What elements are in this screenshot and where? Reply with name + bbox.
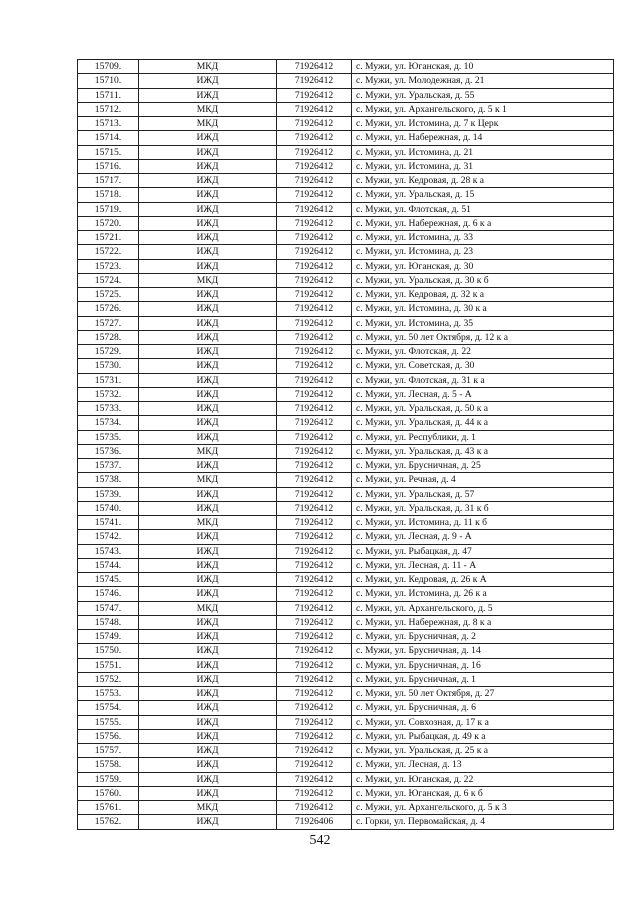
address-cell: с. Мужи, ул. Набережная, д. 8 к а [352, 615, 614, 629]
oktmo-code-cell: 71926412 [277, 516, 352, 530]
row-number-cell: 15749. [78, 630, 139, 644]
row-number-cell: 15741. [78, 516, 139, 530]
table-row [78, 74, 614, 88]
address-cell: с. Мужи, ул. Юганская, д. 22 [352, 772, 614, 786]
building-type-cell: ИЖД [139, 174, 277, 188]
oktmo-code-cell: 71926412 [277, 359, 352, 373]
table-row [78, 644, 614, 658]
building-type-cell: МКД [139, 102, 277, 116]
address-cell: с. Мужи, ул. Брусничная, д. 25 [352, 459, 614, 473]
table-row [78, 273, 614, 287]
table-row [78, 102, 614, 116]
oktmo-code-cell: 71926412 [277, 530, 352, 544]
address-cell: с. Мужи, ул. Уральская, д. 44 к а [352, 416, 614, 430]
row-number-cell: 15728. [78, 330, 139, 344]
row-number-cell: 15722. [78, 245, 139, 259]
address-cell: с. Мужи, ул. Архангельского, д. 5 к 3 [352, 801, 614, 815]
address-cell: с. Горки, ул. Первомайская, д. 4 [352, 815, 614, 829]
address-cell: с. Мужи, ул. Молодежная, д. 21 [352, 74, 614, 88]
address-cell: с. Мужи, ул. 50 лет Октября, д. 27 [352, 687, 614, 701]
page-number: 542 [309, 833, 331, 848]
building-type-cell: ИЖД [139, 302, 277, 316]
building-type-cell: ИЖД [139, 715, 277, 729]
table-row [78, 202, 614, 216]
table-row [78, 60, 614, 74]
row-number-cell: 15751. [78, 658, 139, 672]
building-type-cell: ИЖД [139, 615, 277, 629]
address-cell: с. Мужи, ул. Юганская, д. 6 к б [352, 786, 614, 800]
table-row [78, 188, 614, 202]
table-body [78, 60, 614, 830]
row-number-cell: 15736. [78, 444, 139, 458]
building-type-cell: ИЖД [139, 573, 277, 587]
building-type-cell: МКД [139, 444, 277, 458]
table-row [78, 330, 614, 344]
oktmo-code-cell: 71926412 [277, 345, 352, 359]
building-type-cell: ИЖД [139, 402, 277, 416]
address-cell: с. Мужи, ул. Истомина, д. 7 к Церк [352, 117, 614, 131]
row-number-cell: 15717. [78, 174, 139, 188]
oktmo-code-cell: 71926412 [277, 373, 352, 387]
address-cell: с. Мужи, ул. Флотская, д. 22 [352, 345, 614, 359]
building-type-cell: ИЖД [139, 373, 277, 387]
table-row [78, 672, 614, 686]
row-number-cell: 15753. [78, 687, 139, 701]
table-row [78, 573, 614, 587]
table-row [78, 88, 614, 102]
document-table [77, 59, 614, 830]
oktmo-code-cell: 71926412 [277, 644, 352, 658]
table-row [78, 373, 614, 387]
oktmo-code-cell: 71926412 [277, 473, 352, 487]
oktmo-code-cell: 71926412 [277, 316, 352, 330]
address-cell: с. Мужи, ул. Лесная, д. 11 - А [352, 558, 614, 572]
address-cell: с. Мужи, ул. Архангельского, д. 5 [352, 601, 614, 615]
address-cell: с. Мужи, ул. Архангельского, д. 5 к 1 [352, 102, 614, 116]
building-type-cell: ИЖД [139, 558, 277, 572]
oktmo-code-cell: 71926412 [277, 88, 352, 102]
address-cell: с. Мужи, ул. Уральская, д. 50 к а [352, 402, 614, 416]
table-row [78, 516, 614, 530]
table-row [78, 174, 614, 188]
table-row [78, 786, 614, 800]
row-number-cell: 15714. [78, 131, 139, 145]
building-type-cell: ИЖД [139, 430, 277, 444]
address-cell: с. Мужи, ул. Брусничная, д. 6 [352, 701, 614, 715]
building-type-cell: МКД [139, 801, 277, 815]
address-cell: с. Мужи, ул. Уральская, д. 30 к б [352, 273, 614, 287]
row-number-cell: 15724. [78, 273, 139, 287]
oktmo-code-cell: 71926412 [277, 416, 352, 430]
oktmo-code-cell: 71926412 [277, 601, 352, 615]
address-cell: с. Мужи, ул. Брусничная, д. 16 [352, 658, 614, 672]
address-cell: с. Мужи, ул. Истомина, д. 31 [352, 159, 614, 173]
oktmo-code-cell: 71926412 [277, 60, 352, 74]
oktmo-code-cell: 71926412 [277, 573, 352, 587]
building-type-cell: ИЖД [139, 630, 277, 644]
oktmo-code-cell: 71926412 [277, 387, 352, 401]
address-cell: с. Мужи, ул. Истомина, д. 30 к а [352, 302, 614, 316]
building-type-cell: ИЖД [139, 416, 277, 430]
address-cell: с. Мужи, ул. Уральская, д. 25 к а [352, 744, 614, 758]
building-type-cell: МКД [139, 273, 277, 287]
row-number-cell: 15732. [78, 387, 139, 401]
oktmo-code-cell: 71926412 [277, 729, 352, 743]
table-row [78, 630, 614, 644]
address-cell: с. Мужи, ул. Кедровая, д. 32 к а [352, 288, 614, 302]
row-number-cell: 15757. [78, 744, 139, 758]
table-row [78, 302, 614, 316]
building-type-cell: ИЖД [139, 744, 277, 758]
table-row [78, 544, 614, 558]
address-cell: с. Мужи, ул. Истомина, д. 35 [352, 316, 614, 330]
row-number-cell: 15761. [78, 801, 139, 815]
oktmo-code-cell: 71926412 [277, 615, 352, 629]
building-type-cell: ИЖД [139, 131, 277, 145]
building-type-cell: ИЖД [139, 487, 277, 501]
table-row [78, 615, 614, 629]
row-number-cell: 15734. [78, 416, 139, 430]
building-type-cell: ИЖД [139, 658, 277, 672]
address-cell: с. Мужи, ул. Кедровая, д. 28 к а [352, 174, 614, 188]
building-type-cell: ИЖД [139, 544, 277, 558]
table-row [78, 459, 614, 473]
address-cell: с. Мужи, ул. Лесная, д. 13 [352, 758, 614, 772]
table-row [78, 430, 614, 444]
address-cell: с. Мужи, ул. Речная, д. 4 [352, 473, 614, 487]
address-cell: с. Мужи, ул. Флотская, д. 31 к а [352, 373, 614, 387]
table-row [78, 231, 614, 245]
oktmo-code-cell: 71926412 [277, 459, 352, 473]
row-number-cell: 15711. [78, 88, 139, 102]
row-number-cell: 15743. [78, 544, 139, 558]
table-row [78, 402, 614, 416]
building-type-cell: ИЖД [139, 330, 277, 344]
oktmo-code-cell: 71926412 [277, 188, 352, 202]
address-cell: с. Мужи, ул. Лесная, д. 5 - А [352, 387, 614, 401]
oktmo-code-cell: 71926412 [277, 288, 352, 302]
oktmo-code-cell: 71926412 [277, 587, 352, 601]
row-number-cell: 15744. [78, 558, 139, 572]
row-number-cell: 15721. [78, 231, 139, 245]
address-cell: с. Мужи, ул. Брусничная, д. 2 [352, 630, 614, 644]
oktmo-code-cell: 71926406 [277, 815, 352, 829]
building-type-cell: МКД [139, 601, 277, 615]
oktmo-code-cell: 71926412 [277, 501, 352, 515]
building-type-cell: ИЖД [139, 345, 277, 359]
oktmo-code-cell: 71926412 [277, 558, 352, 572]
oktmo-code-cell: 71926412 [277, 74, 352, 88]
oktmo-code-cell: 71926412 [277, 159, 352, 173]
table-row [78, 444, 614, 458]
address-cell: с. Мужи, ул. Рыбацкая, д. 47 [352, 544, 614, 558]
address-cell: с. Мужи, ул. Рыбацкая, д. 49 к а [352, 729, 614, 743]
address-cell: с. Мужи, ул. Истомина, д. 26 к а [352, 587, 614, 601]
building-type-cell: ИЖД [139, 216, 277, 230]
address-cell: с. Мужи, ул. Юганская, д. 10 [352, 60, 614, 74]
table-row [78, 530, 614, 544]
row-number-cell: 15748. [78, 615, 139, 629]
building-type-cell: ИЖД [139, 231, 277, 245]
table-row [78, 159, 614, 173]
building-type-cell: МКД [139, 60, 277, 74]
building-type-cell: ИЖД [139, 729, 277, 743]
oktmo-code-cell: 71926412 [277, 302, 352, 316]
oktmo-code-cell: 71926412 [277, 715, 352, 729]
table-row [78, 801, 614, 815]
oktmo-code-cell: 71926412 [277, 430, 352, 444]
building-type-cell: ИЖД [139, 501, 277, 515]
building-type-cell: ИЖД [139, 316, 277, 330]
row-number-cell: 15737. [78, 459, 139, 473]
row-number-cell: 15754. [78, 701, 139, 715]
oktmo-code-cell: 71926412 [277, 259, 352, 273]
address-cell: с. Мужи, ул. Набережная, д. 6 к а [352, 216, 614, 230]
oktmo-code-cell: 71926412 [277, 444, 352, 458]
row-number-cell: 15747. [78, 601, 139, 615]
oktmo-code-cell: 71926412 [277, 131, 352, 145]
row-number-cell: 15716. [78, 159, 139, 173]
building-type-cell: МКД [139, 117, 277, 131]
row-number-cell: 15712. [78, 102, 139, 116]
table-row [78, 729, 614, 743]
address-cell: с. Мужи, ул. Уральская, д. 57 [352, 487, 614, 501]
building-type-cell: ИЖД [139, 387, 277, 401]
oktmo-code-cell: 71926412 [277, 402, 352, 416]
oktmo-code-cell: 71926412 [277, 487, 352, 501]
row-number-cell: 15723. [78, 259, 139, 273]
building-type-cell: ИЖД [139, 687, 277, 701]
building-type-cell: ИЖД [139, 259, 277, 273]
oktmo-code-cell: 71926412 [277, 658, 352, 672]
table-row [78, 131, 614, 145]
building-type-cell: ИЖД [139, 587, 277, 601]
row-number-cell: 15718. [78, 188, 139, 202]
row-number-cell: 15739. [78, 487, 139, 501]
address-cell: с. Мужи, ул. Истомина, д. 21 [352, 145, 614, 159]
oktmo-code-cell: 71926412 [277, 231, 352, 245]
table-row [78, 715, 614, 729]
oktmo-code-cell: 71926412 [277, 544, 352, 558]
row-number-cell: 15725. [78, 288, 139, 302]
table-row [78, 772, 614, 786]
table-row [78, 288, 614, 302]
building-type-cell: ИЖД [139, 772, 277, 786]
table-row [78, 145, 614, 159]
row-number-cell: 15730. [78, 359, 139, 373]
oktmo-code-cell: 71926412 [277, 245, 352, 259]
table-row [78, 316, 614, 330]
table-row [78, 245, 614, 259]
row-number-cell: 15719. [78, 202, 139, 216]
oktmo-code-cell: 71926412 [277, 117, 352, 131]
oktmo-code-cell: 71926412 [277, 202, 352, 216]
building-type-cell: ИЖД [139, 359, 277, 373]
table-row [78, 473, 614, 487]
address-cell: с. Мужи, ул. Лесная, д. 9 - А [352, 530, 614, 544]
row-number-cell: 15727. [78, 316, 139, 330]
oktmo-code-cell: 71926412 [277, 758, 352, 772]
row-number-cell: 15746. [78, 587, 139, 601]
oktmo-code-cell: 71926412 [277, 701, 352, 715]
address-cell: с. Мужи, ул. Уральская, д. 55 [352, 88, 614, 102]
oktmo-code-cell: 71926412 [277, 772, 352, 786]
row-number-cell: 15715. [78, 145, 139, 159]
building-type-cell: ИЖД [139, 701, 277, 715]
address-cell: с. Мужи, ул. Истомина, д. 11 к б [352, 516, 614, 530]
address-cell: с. Мужи, ул. Набережная, д. 14 [352, 131, 614, 145]
table-row [78, 216, 614, 230]
row-number-cell: 15735. [78, 430, 139, 444]
building-type-cell: МКД [139, 473, 277, 487]
address-cell: с. Мужи, ул. Кедровая, д. 26 к А [352, 573, 614, 587]
building-type-cell: ИЖД [139, 145, 277, 159]
row-number-cell: 15731. [78, 373, 139, 387]
building-type-cell: ИЖД [139, 159, 277, 173]
address-cell: с. Мужи, ул. Совхозная, д. 17 к а [352, 715, 614, 729]
building-type-cell: ИЖД [139, 288, 277, 302]
row-number-cell: 15733. [78, 402, 139, 416]
oktmo-code-cell: 71926412 [277, 174, 352, 188]
row-number-cell: 15752. [78, 672, 139, 686]
row-number-cell: 15762. [78, 815, 139, 829]
oktmo-code-cell: 71926412 [277, 330, 352, 344]
table-row [78, 687, 614, 701]
row-number-cell: 15755. [78, 715, 139, 729]
oktmo-code-cell: 71926412 [277, 145, 352, 159]
address-cell: с. Мужи, ул. 50 лет Октября, д. 12 к а [352, 330, 614, 344]
row-number-cell: 15742. [78, 530, 139, 544]
building-type-cell: ИЖД [139, 245, 277, 259]
oktmo-code-cell: 71926412 [277, 216, 352, 230]
oktmo-code-cell: 71926412 [277, 801, 352, 815]
building-type-cell: МКД [139, 516, 277, 530]
row-number-cell: 15760. [78, 786, 139, 800]
row-number-cell: 15750. [78, 644, 139, 658]
address-cell: с. Мужи, ул. Флотская, д. 51 [352, 202, 614, 216]
oktmo-code-cell: 71926412 [277, 687, 352, 701]
building-type-cell: ИЖД [139, 672, 277, 686]
table-row [78, 587, 614, 601]
address-cell: с. Мужи, ул. Уральская, д. 15 [352, 188, 614, 202]
table-row [78, 601, 614, 615]
table-row [78, 501, 614, 515]
table-row [78, 815, 614, 829]
table-row [78, 387, 614, 401]
row-number-cell: 15726. [78, 302, 139, 316]
address-cell: с. Мужи, ул. Истомина, д. 33 [352, 231, 614, 245]
building-type-cell: ИЖД [139, 815, 277, 829]
building-type-cell: ИЖД [139, 88, 277, 102]
building-type-cell: ИЖД [139, 530, 277, 544]
row-number-cell: 15709. [78, 60, 139, 74]
building-type-cell: ИЖД [139, 459, 277, 473]
building-type-cell: ИЖД [139, 644, 277, 658]
oktmo-code-cell: 71926412 [277, 744, 352, 758]
address-cell: с. Мужи, ул. Советская, д. 30 [352, 359, 614, 373]
row-number-cell: 15740. [78, 501, 139, 515]
oktmo-code-cell: 71926412 [277, 102, 352, 116]
table-row [78, 359, 614, 373]
oktmo-code-cell: 71926412 [277, 273, 352, 287]
building-type-cell: ИЖД [139, 74, 277, 88]
table-row [78, 259, 614, 273]
address-cell: с. Мужи, ул. Республики, д. 1 [352, 430, 614, 444]
row-number-cell: 15759. [78, 772, 139, 786]
address-cell: с. Мужи, ул. Брусничная, д. 14 [352, 644, 614, 658]
oktmo-code-cell: 71926412 [277, 630, 352, 644]
address-cell: с. Мужи, ул. Брусничная, д. 1 [352, 672, 614, 686]
table-row [78, 117, 614, 131]
building-type-cell: ИЖД [139, 202, 277, 216]
address-cell: с. Мужи, ул. Уральская, д. 31 к б [352, 501, 614, 515]
row-number-cell: 15713. [78, 117, 139, 131]
address-cell: с. Мужи, ул. Истомина, д. 23 [352, 245, 614, 259]
row-number-cell: 15738. [78, 473, 139, 487]
row-number-cell: 15720. [78, 216, 139, 230]
row-number-cell: 15710. [78, 74, 139, 88]
row-number-cell: 15756. [78, 729, 139, 743]
table-row [78, 658, 614, 672]
oktmo-code-cell: 71926412 [277, 672, 352, 686]
building-type-cell: ИЖД [139, 786, 277, 800]
address-cell: с. Мужи, ул. Уральская, д. 43 к а [352, 444, 614, 458]
row-number-cell: 15745. [78, 573, 139, 587]
table-row [78, 558, 614, 572]
table-row [78, 416, 614, 430]
table-row [78, 701, 614, 715]
table-row [78, 345, 614, 359]
oktmo-code-cell: 71926412 [277, 786, 352, 800]
building-type-cell: ИЖД [139, 188, 277, 202]
table-row [78, 487, 614, 501]
row-number-cell: 15758. [78, 758, 139, 772]
table-row [78, 758, 614, 772]
row-number-cell: 15729. [78, 345, 139, 359]
address-cell: с. Мужи, ул. Юганская, д. 30 [352, 259, 614, 273]
building-type-cell: ИЖД [139, 758, 277, 772]
table-row [78, 744, 614, 758]
